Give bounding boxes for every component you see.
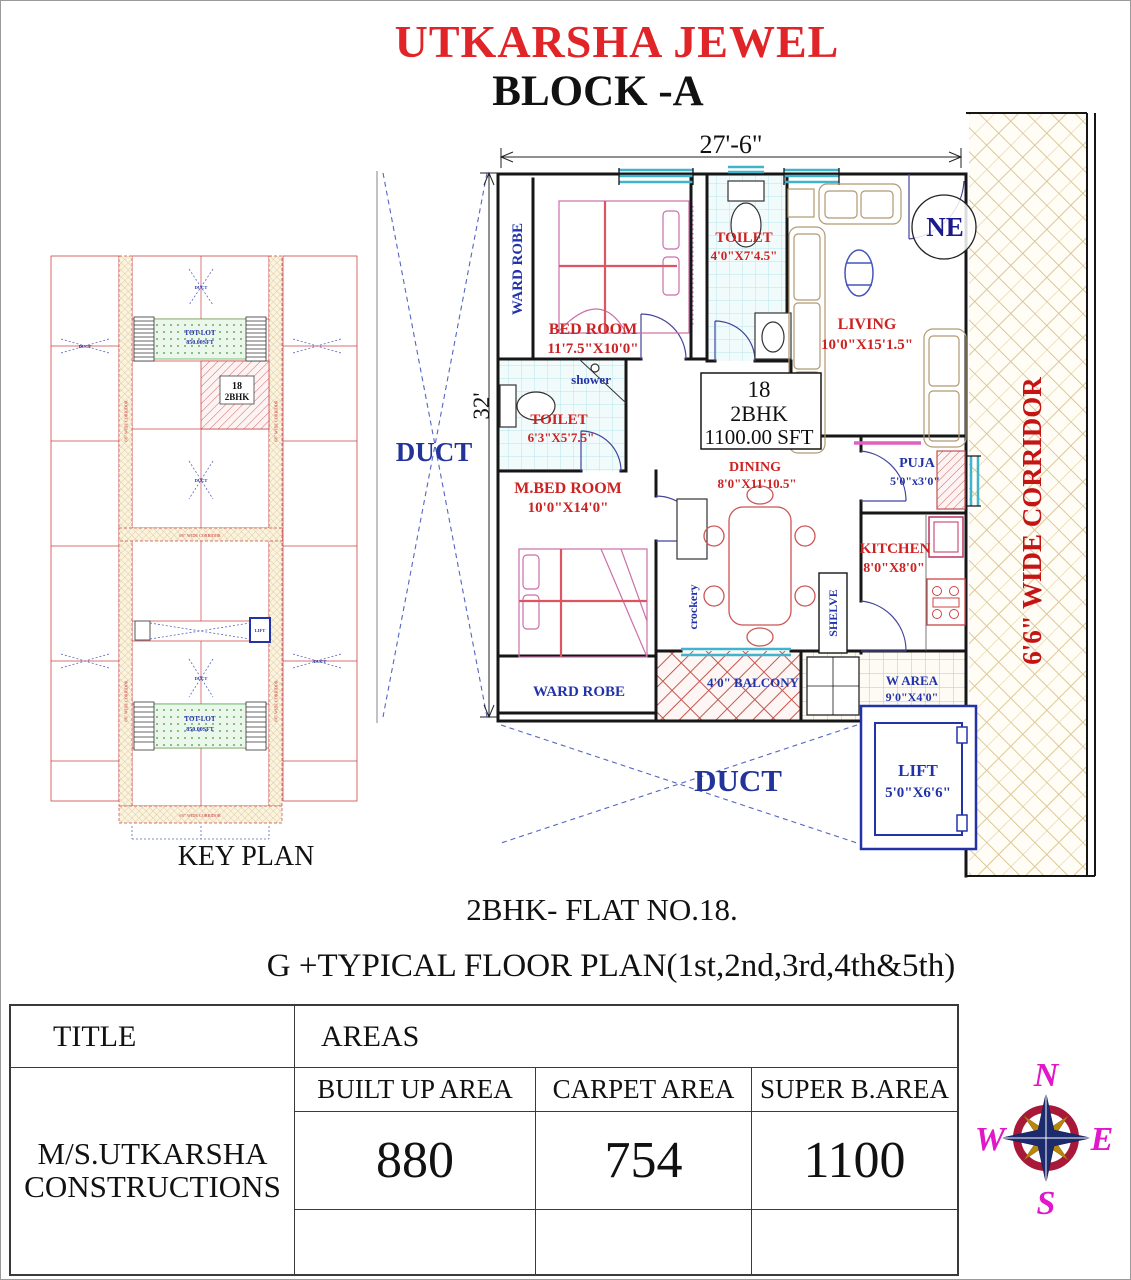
compass-w: W	[974, 1121, 1006, 1158]
key-plan-totlot-bottom	[134, 702, 266, 750]
living-size: 10'0"X15'1.5"	[820, 337, 914, 353]
svg-text:6'6" WIDE CORRIDOR: 6'6" WIDE CORRIDOR	[179, 533, 221, 538]
svg-text:850.00SFT: 850.00SFT	[186, 340, 214, 346]
warea-size: 9'0"X4'0"	[885, 690, 939, 704]
carpet-area-column	[536, 1068, 752, 1274]
block-title: BLOCK -A	[492, 68, 704, 115]
super-area-value: 1100	[752, 1112, 957, 1210]
table-areas-header: AREAS	[295, 1006, 957, 1068]
key-plan-unit-type: 2BHK	[224, 392, 250, 402]
areas-grid	[295, 1068, 957, 1274]
duct-bottom-label: DUCT	[694, 763, 782, 798]
bed-bedroom	[559, 201, 693, 333]
mbed-size: 10'0"X14'0"	[527, 500, 609, 516]
caption-floor-plan: G +TYPICAL FLOOR PLAN(1st,2nd,3rd,4th&5th)	[266, 948, 956, 984]
toilet-left-size: 6'3"X5'7.5"	[527, 430, 595, 445]
svg-text:2BHK: 2BHK	[730, 401, 788, 426]
svg-text:DUCT: DUCT	[313, 659, 327, 664]
w-area-window	[807, 657, 859, 715]
shower-label: shower	[571, 372, 611, 387]
puja-size: 5'0"x3'0"	[890, 474, 940, 488]
key-plan-caption: KEY PLAN	[177, 841, 315, 872]
svg-text:TOT-LOT: TOT-LOT	[184, 715, 216, 723]
ne-label: NE	[926, 212, 964, 242]
key-plan	[51, 256, 357, 872]
svg-text:6'6" WIDE CORRIDOR: 6'6" WIDE CORRIDOR	[123, 680, 129, 722]
kitchen-fixtures	[926, 515, 965, 651]
floor-plan-drawing	[1, 1, 1131, 1011]
mbed-label: M.BED ROOM	[514, 480, 622, 497]
compass-e: E	[1090, 1121, 1114, 1158]
dining-table	[704, 486, 815, 646]
dim-top-label: 27'-6"	[699, 130, 763, 159]
key-plan-unit-no: 18	[232, 381, 242, 392]
duct-left-label: DUCT	[395, 437, 473, 467]
built-up-area-header: BUILT UP AREA	[295, 1068, 535, 1112]
bedroom-size: 11'7.5"X10'0"	[547, 341, 639, 357]
svg-text:18: 18	[747, 377, 771, 402]
svg-text:850.00SFT: 850.00SFT	[186, 727, 214, 733]
super-area-header: SUPER B.AREA	[752, 1068, 957, 1112]
svg-text:DUCT: DUCT	[194, 676, 208, 681]
table-title-header: TITLE	[11, 1006, 295, 1068]
carpet-area-header: CARPET AREA	[536, 1068, 751, 1112]
crockery-unit	[677, 499, 707, 559]
puja-stand	[937, 451, 965, 509]
compass-rose	[966, 1053, 1126, 1223]
toilet-top-label: TOILET	[715, 230, 773, 246]
lift-size: 5'0"X6'6"	[885, 785, 951, 801]
svg-text:6'6" WIDE CORRIDOR: 6'6" WIDE CORRIDOR	[179, 813, 221, 818]
carpet-area-value: 754	[536, 1112, 751, 1210]
dim-left-label: 32'	[469, 392, 494, 420]
bedroom-label: BED ROOM	[548, 321, 638, 338]
svg-text:6'6" WIDE CORRIDOR: 6'6" WIDE CORRIDOR	[273, 680, 279, 722]
kitchen-label: KITCHEN	[859, 541, 931, 557]
svg-text:DUCT: DUCT	[78, 344, 92, 349]
svg-text:LIFT: LIFT	[254, 628, 266, 633]
unit-info-box	[701, 373, 821, 449]
bed-master	[519, 549, 647, 657]
key-plan-totlot-top	[134, 317, 266, 361]
built-up-area-column	[295, 1068, 536, 1274]
compass-s: S	[1036, 1185, 1056, 1222]
svg-text:6'6" WIDE CORRIDOR: 6'6" WIDE CORRIDOR	[123, 400, 129, 442]
svg-text:DUCT: DUCT	[194, 285, 208, 290]
flat-plan	[377, 113, 1095, 876]
warea-label: W AREA	[885, 673, 939, 688]
caption-flat-no: 2BHK- FLAT NO.18.	[466, 892, 738, 927]
crockery-label: crockery	[686, 584, 700, 630]
shelve-label: SHELVE	[826, 589, 840, 637]
svg-text:DUCT: DUCT	[194, 478, 208, 483]
svg-text:6'6" WIDE CORRIDOR: 6'6" WIDE CORRIDOR	[273, 400, 279, 442]
living-label: LIVING	[837, 316, 897, 333]
lift-label: LIFT	[898, 761, 938, 780]
kitchen-size: 8'0"X8'0"	[863, 561, 925, 576]
dining-size: 8'0"X11'10.5"	[717, 476, 797, 491]
built-up-area-value: 880	[295, 1112, 535, 1210]
dining-label: DINING	[728, 460, 782, 475]
wardrobe-bottom-label: WARD ROBE	[532, 684, 626, 700]
super-area-column	[752, 1068, 957, 1274]
compass-n: N	[1033, 1057, 1059, 1094]
toilet-top-size: 4'0"X7'4.5"	[710, 248, 778, 263]
wardrobe-top-label: WARD ROBE	[510, 222, 526, 316]
svg-text:TOT-LOT: TOT-LOT	[184, 329, 216, 337]
puja-label: PUJA	[899, 456, 935, 471]
svg-text:1100.00 SFT: 1100.00 SFT	[704, 425, 814, 449]
duct-bottom	[501, 725, 857, 843]
corridor-label: 6'6" WIDE CORRIDOR	[1017, 377, 1047, 665]
balcony-label: 4'0" BALCONY	[706, 675, 800, 690]
company-name: M/S.UTKARSHA CONSTRUCTIONS	[11, 1068, 295, 1274]
living-table	[845, 250, 873, 296]
project-title: UTKARSHA JEWEL	[394, 16, 840, 67]
toilet-left-label: TOILET	[530, 412, 588, 428]
title-block-table	[9, 1004, 959, 1276]
